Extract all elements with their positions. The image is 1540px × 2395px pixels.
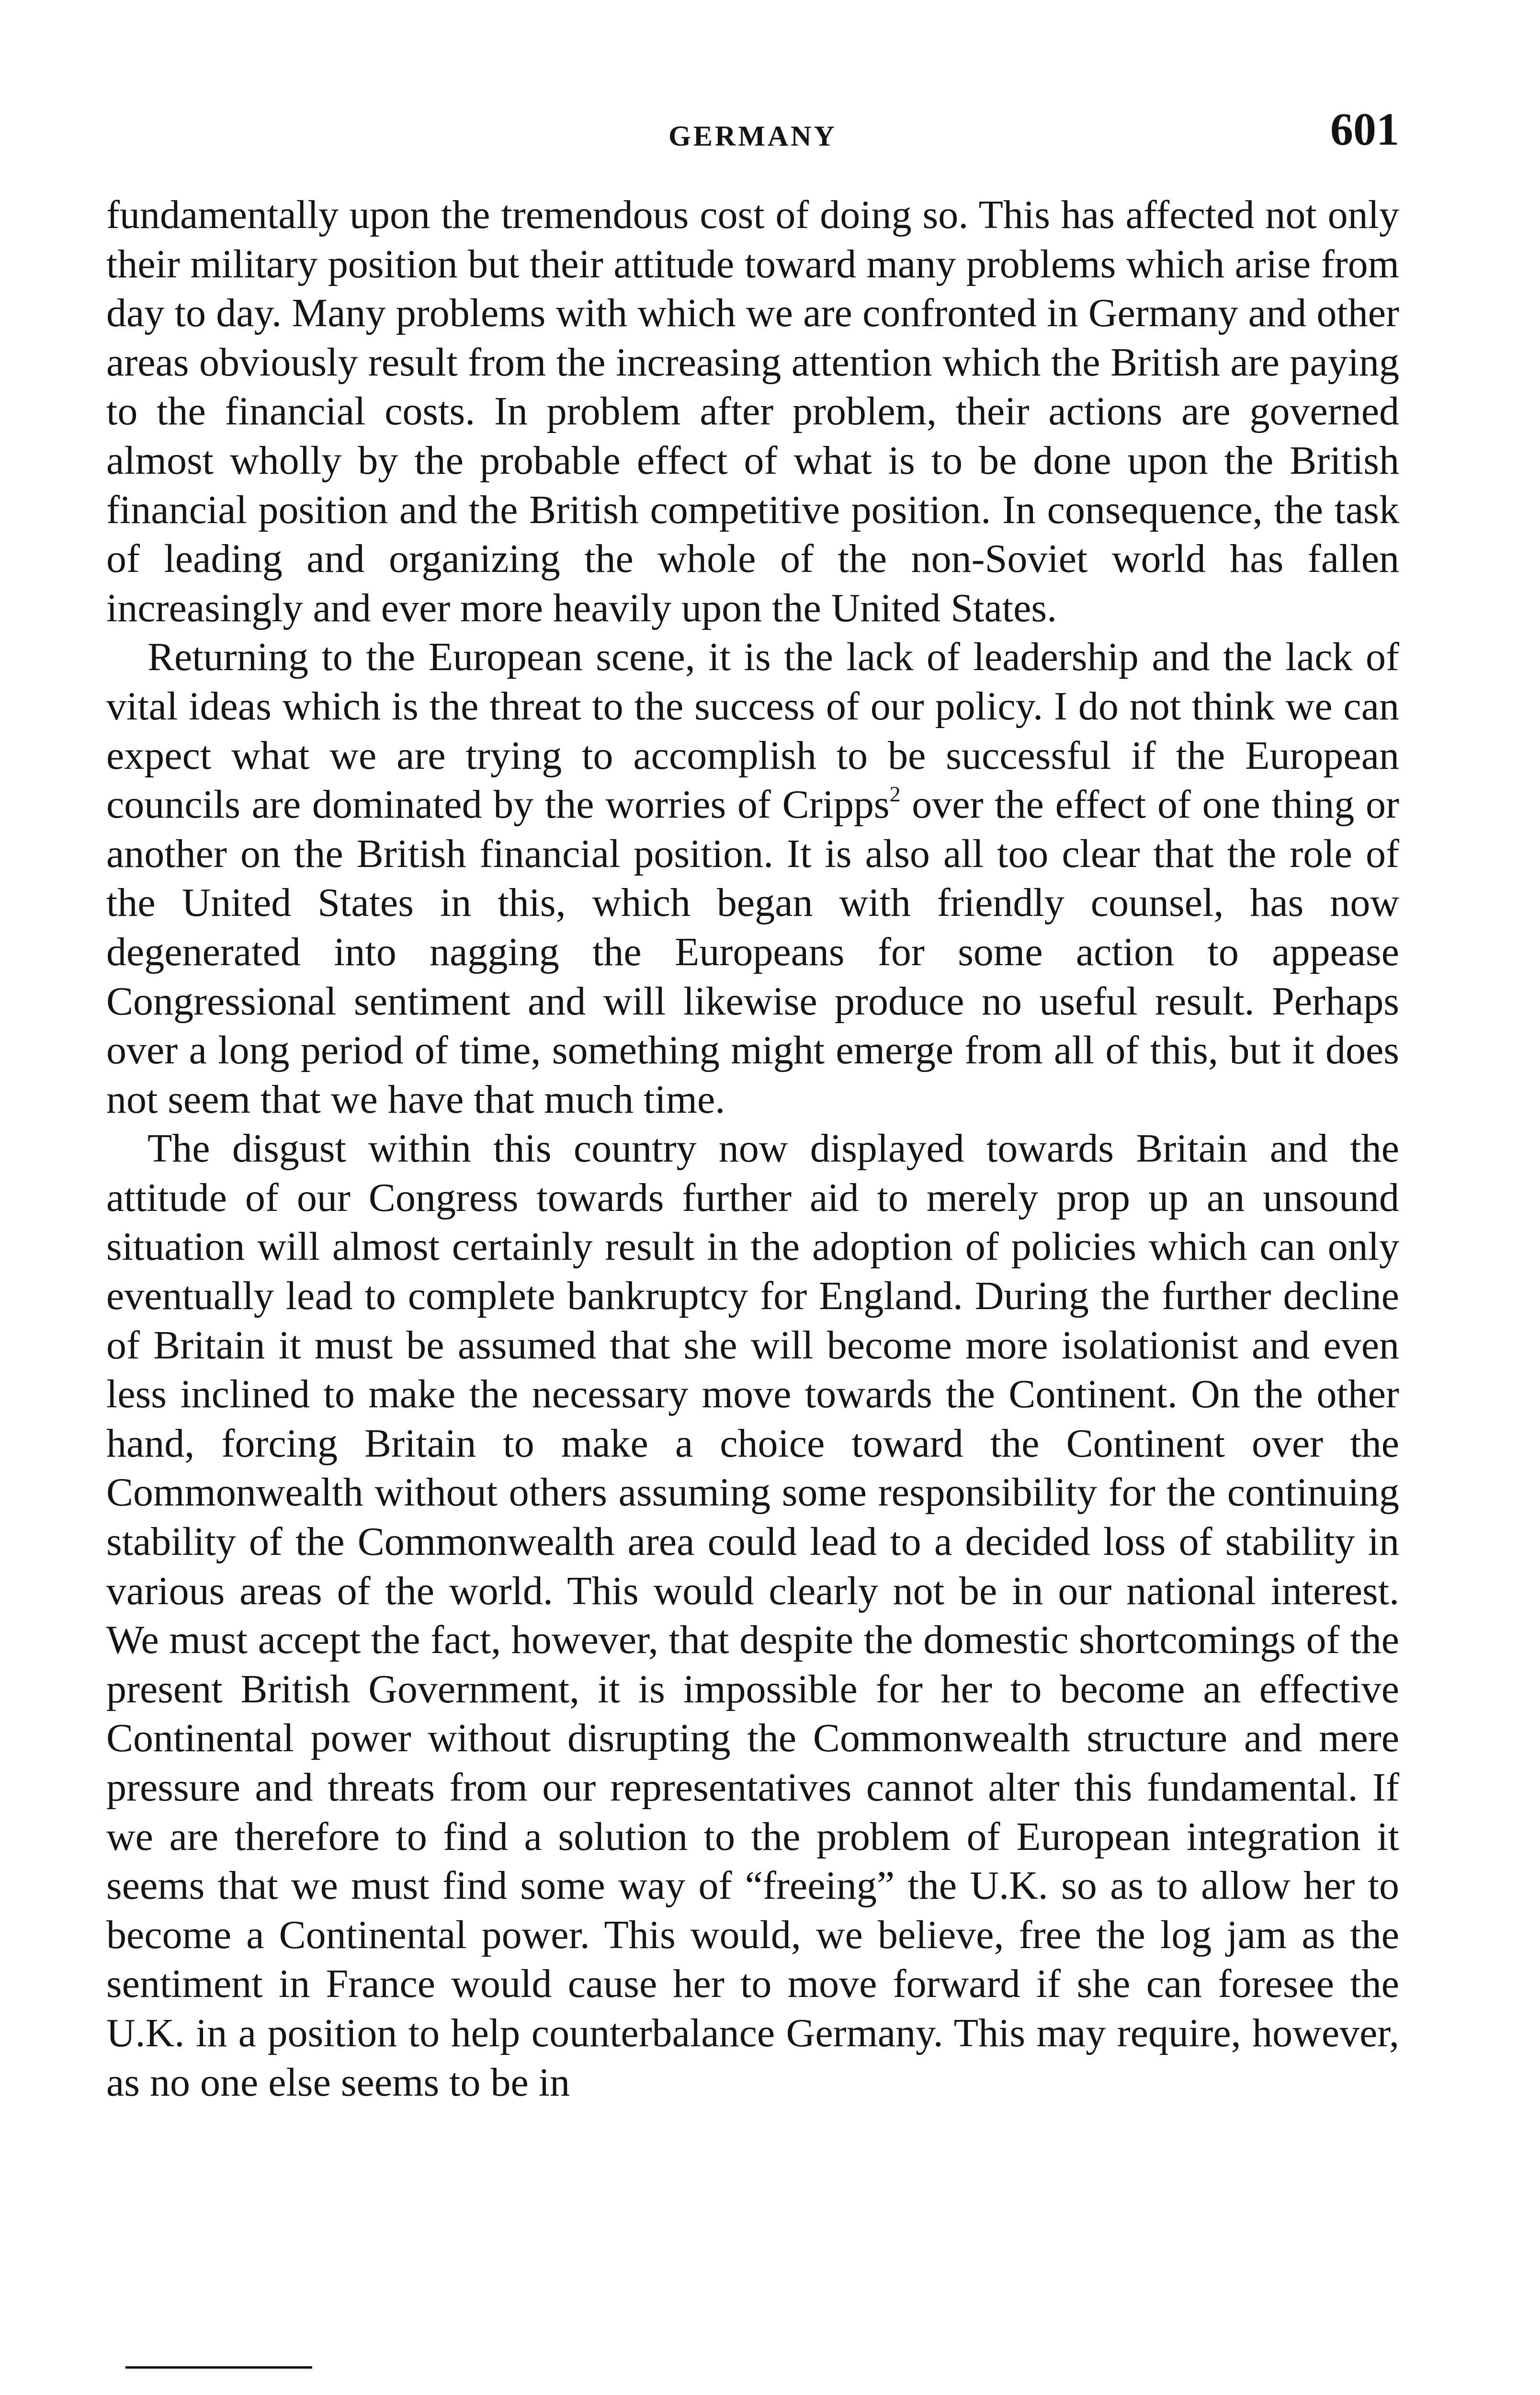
running-header — [106, 103, 1399, 164]
body-text — [106, 191, 1399, 2107]
paragraph-text: Returning to the European scene, it is the lack of leadership and the lack of vital ideas which is the threat to the success of our policy. I do not think we can expect what we are trying to accomplish to be successful if the European councils are dominated by the worries of Cripps — [106, 635, 1399, 827]
paragraph-text: over the effect of one thing or another on the British financial position. It is also all too clear that the role of the United States in this, which began with friendly counsel, has now degenerated into nagging the Europeans for some action to appease Congressional sentiment and will likewise produce no useful result. Perhaps over a long period of time, something might emerge from all of this, but it does not seem that we have that much time. — [106, 782, 1399, 1122]
footnote-rule — [125, 2366, 312, 2369]
paragraph — [106, 633, 1399, 1124]
footnote-reference: 2 — [889, 782, 901, 807]
running-title: GERMANY — [668, 120, 837, 152]
paragraph — [106, 191, 1399, 633]
paragraph-text: The disgust within this country now displayed towards Britain and the attitude of our Congress towards further aid to merely prop up an unsound situation will almost certainly result in the adoption of policies which can only eventually lead to complete bankruptcy for England. During the further decline of Britain it must be assumed that she will become more isolationist and even less inclined to make the necessary move towards the Continent. On the other hand, forcing Britain to make a choice toward the Continent over the Commonwealth without others assuming some responsibility for the continuing stability of the Commonwealth area could lead to a decided loss of stability in various areas of the world. This would clearly not be in our national interest. We must accept the fact, however, that despite the domestic shortcomings of the present British Government, it is impossible for her to become an effective Continental power without disrupting the Commonwealth structure and mere pressure and threats from our representatives cannot alter this fundamental. If we are therefore to find a solution to the problem of European integration it seems that we must find some way of “freeing” the U.K. so as to allow her to become a Continental power. This would, we believe, free the log jam as the sentiment in France would cause her to move forward if she can foresee the U.K. in a position to help counterbalance Germany. This may require, however, as no one else seems to be in — [106, 1126, 1399, 2105]
paragraph — [106, 1124, 1399, 2107]
page-number: 601 — [1330, 103, 1399, 155]
paragraph-text: fundamentally upon the tremendous cost of doing so. This has affected not only their military position but their attitude toward many problems which arise from day to day. Many problems with which we are confronted in Germany and other areas obviously result from the increasing attention which the British are paying to the financial costs. In problem after problem, their actions are governed almost wholly by the probable effect of what is to be done upon the British financial position and the British competitive position. In consequence, the task of leading and organizing the whole of the non-Soviet world has fallen increasingly and ever more heavily upon the United States. — [106, 193, 1399, 630]
